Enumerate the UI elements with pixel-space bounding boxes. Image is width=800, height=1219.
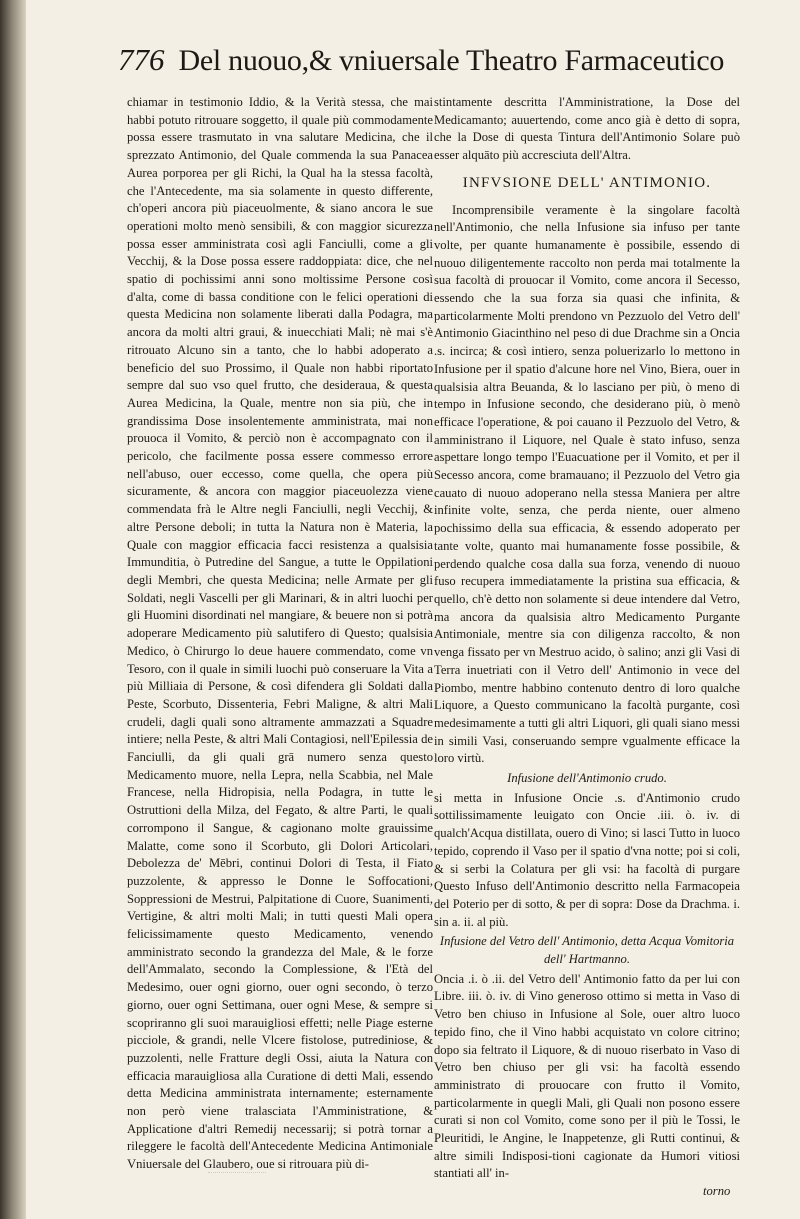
subheading-infusione-crudo: Infusione dell'Antimonio crudo. — [507, 771, 667, 786]
page-spine-shadow — [0, 0, 26, 1219]
right-column-intro: stintamente descritta l'Amministratione, la Dose del Medicamanto; auuertendo, come anco già è detto di sopra, che la Dose di questa Tintura dell'Antimonio Solare può esser alquāto più accresciuta dell'Altra. — [434, 95, 740, 163]
page-number: 776 — [118, 42, 165, 77]
ink-bleed-mark — [208, 1172, 266, 1183]
catchword: torno — [703, 1184, 731, 1198]
subheading-acqua-vomitoria: Infusione del Vetro dell' Antimonio, detta Acqua Vomitoria dell' Hartmanno. — [439, 934, 735, 967]
left-column-text: chiamar in testimonio Iddio, & la Verità stessa, che mai habbi potuto ritrouare soggetto, il quale più commodamente possa essere trasmutato in vna salutare Medicina, che il sprezzato Antimonio, del Quale commenda la sua Panacea Aurea porporea per gli Richi, la Qual ha la stessa facoltà, che l'Antecedente, ma sia solamente in questo differente, ch'operi ancora più piaceuolmente, & siano ancora le sue operationi molto menò sensibili, & con maggior sicurezza possa esser amministrata così agli Fanciulli, come a gli Vecchij, & la Dose possa essere raddoppiata: dice, che nel spatio di pochissimi anni sono moltissime Persone così d'alta, come di bassa conditione con le felici operationi di questa Medicina non solamente liberati dalla Podagra, ma ancora da molti altri graui, & inuecchiati Mali; nè mai s'è ritrouato Alcuno sin a tanto, che lo habbi adoperato a beneficio del suo Prossimo, il Quale non habbi riportato sempre dal suo vso quel frutto, che desideraua, & questa Aurea Medicina, la Quale, mentre non sia più, che in grandissima Dose insolentemente amministrata, mai non prouoca il Vomito, & perciò non è accompagnato con il pericolo, che facilmente possa essere commesso errore nell'abuso, ouer eccesso, come quella, che opera più sicuramente, & ancora con maggior piaceuolezza viene commendata frà le Altre negli Fanciulli, negli Vecchij, & altre Persone deboli; in tutta la Natura non è Materia, la Quale con maggior efficacia facci resistenza a qualsisia Immunditia, ò Putredine del Sangue, a tutte le Oppilationi degli Membri, che questa Medicina; nelle Armate per gli Soldati, negli Vascelli per gli Marinari, & in altri luochi per gli Huomini disordinati nel mangiare, & beuere non si potrà adoperare Medicamento più salutifero di Questo; qualsisia Medico, ò Chirurgo lo deue hauere commendato, come vn Tesoro, con il quale in simili luochi può conseruare la Vita a più Milliaia di Persone, & così difendera gli Soldati dalla Peste, Scorbuto, Dissenteria, Febri Maligne, & altri Mali crudeli, dagli quali sono altramente ammazzati a Squadre intiere; nella Peste, & altri Mali Contagiosi, nell'Epilessia de Fanciulli, da gli quali grā numero senza questo Medicamento muore, nella Lepra, nella Scabbia, nel Male Francese, nella Hidropisia, nella Podagra, in tutte le Ostruttioni della Milza, del Fegato, & altre Parti, le quali corrompono il Sangue, & cagionano molte grauissime Malatte, come sono il Scorbuto, gli Dolori Articolari, Debolezza de' Mēbri, continui Dolori di Testa, il Fiato puzzolente, & appresso le Donne le Soffocationi, Soppressioni de Mestrui, Palpitatione di Cuore, Suanimenti, Vertigine, & altri molti Mali; in tutti questi Mali opera felicissimamente questo Medicamento, venendo amministrato secondo la grandezza del Male, & le forze dell'Ammalato, secondo la Complessione, & l'Età del Medesimo, ouer ogni giorno, ouer ogni secondo, ò terzo giorno, ouer ogni Settimana, ouer ogni Mese, & sempre si scopriranno gli suoi marauigliosi effetti; nelle Piage esterne picciole, & grandi, nelle Vlcere fistolose, putrediniose, & puzzolenti, nelle Fratture degli Ossi, aiuta la Natura con efficacia marauigliosa alla Curatione di detti Mali, essendo detta Medicina amministrata internamente; esternamente non però viene tralasciata l'Amministratione, & Applicatione d'altri Remedij necessarij; si potrà tornar a rileggere le facoltà dell'Antecedente Medicina Antimoniale Vniuersale del Glaubero, oue si ritrouara più di- — [127, 95, 433, 1172]
section-body: Incomprensibile veramente è la singolare facoltà nell'Antimonio, che nella Infusione sia infuso per tante volte, per quante humanamente è possibile, essendo di nuouo diligentemente raccolto non perda mai totalmente la sua facoltà di prouocar il Vomito, come ancora il Secesso, essendo che la sua forza sia quasi che infinita, & particolarmente Molti prendono vn Pezzuolo del Vetro dell' Antimonio Giacinthino nel peso di due Drachme sin a Oncia .s. incirca; & così intiero, senza poluerizarlo lo mettono in Infusione per il spatio d'alcune hore nel Vino, Biera, ouer in qualsisia altra Beuanda, & lo lasciano per più, ò meno di tempo in Infusione secondo, che desiderano più, ò menò efficace l'operatione, & poi cauano il Pezzuolo del Vetro, & amministrano il Liquore, nel Quale è stato infuso, senza aspettare longo tempo l'Euacuatione per il Vomito, et per il Secesso ancora, come bramauano; il Pezzuolo del Vetro gia cauato di nuouo adoperano nella stessa Maniera per altre infinite volte, senza, che perda niente, ouer almeno pochissimo della sua efficacia, & essendo adoperato per tante volte, quanto mai humanamente fosse possibile, & perdendo qualche cosa dalla sua forza, venendo di nuouo fuso recupera immediatamente la pristina sua efficacia, & quello, ch'è detto non solamente si deue intendere dal Vetro, ma ancora da qualsisia altro Medicamento Purgante Antimoniale, mentre sia con diligenza raccolto, & non venga fissato per vn Mestruo acido, ò salino; anzi gli Vasi di Terra inuetriati con il Vetro dell' Antimonio in vece del Piombo, mentre habbino contenuto dentro di loro qualche Liquore, a Questo communicano la facoltà purgante, così medesimamente a tutti gli altri Liquori, gli quali siano messi in simili Vasi, conseruando sempre vgualmente efficace la loro virtù. — [434, 202, 740, 766]
page-header — [118, 42, 758, 90]
right-column — [434, 94, 740, 1183]
recipe-acqua-vomitoria: Oncia .i. ò .ii. del Vetro dell' Antimonio fatto da per lui con Libre. iii. ò. iv. di Vino generoso ottimo si metta in Vaso di Vetro ben chiuso in Infusione al Sole, ouer altro luoco tepido fino, che il Vino habbi acquistato vn colore citrino; dopo sia feltrato il Liquore, & di nuouo riserbato in Vaso di Vetro ben chiuso per gli vsi: ha facoltà essendo amministrato di prouocare con frutto il Vomito, particolarmente in quegli Mali, gli Quali non posono essere curati si non col Vomito, come sono per il più le Tossi, le Pleuritidi, le Angine, le Inappetenze, gli Rutti continui, & altre simili Indisposi-tioni cagionate da Humori vitiosi stantiati all' in- — [434, 971, 740, 1181]
left-column — [127, 94, 433, 1174]
section-heading: INFVSIONE DELL' ANTIMONIO. — [462, 174, 712, 191]
recipe-infusione-crudo: si metta in Infusione Oncie .s. d'Antimonio crudo sottilissimamente leuigato con Oncie .iii. ò. iv. di qualch'Acqua distillata, ouero di Vino; si lasci Tutto in luoco tepido, coprendo il Vaso per il spatio d'vna notte; poi si coli, & si serbi la Colatura per gli vsi: ha facoltà di purgare Questo Infuso dell'Antimonio descritto nella Farmacopeia del Poterio per di sotto, & per di sopra: Dose da Drachma. i. sin a. ii. al più. — [434, 790, 740, 929]
running-title: Del nuouo,& vniuersale Theatro Farmaceutico — [178, 44, 725, 77]
